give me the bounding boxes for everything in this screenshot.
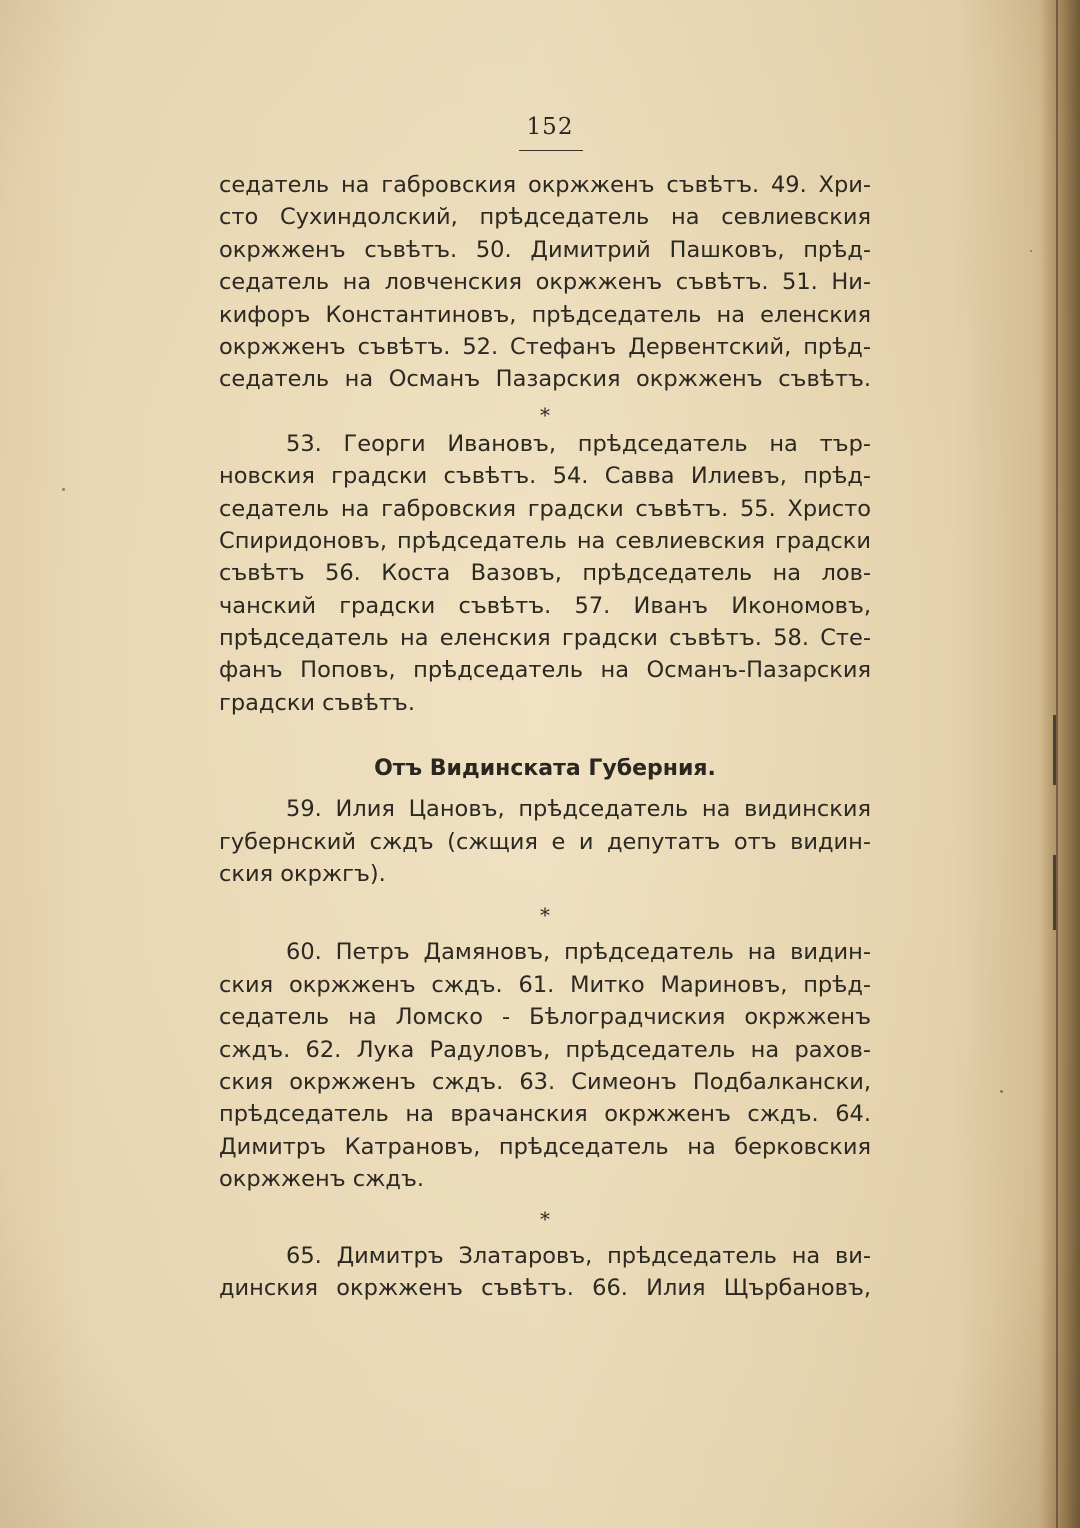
text-line: седатель на габровския градски съвѣтъ. 55. Христо (219, 495, 871, 522)
text-line: ския окржгъ). (219, 861, 386, 888)
paragraph-59 (219, 796, 871, 893)
page-spine-line (1056, 0, 1058, 1528)
text-line: седатель на ловченския окржженъ съвѣтъ. 51. Ни- (219, 269, 871, 296)
text-line: новския градски съвѣтъ. 54. Савва Илиевъ, прѣд- (219, 463, 871, 490)
page-number-rule (519, 150, 583, 151)
text-line: седатель на Ломско - Бѣлоградчиския окржженъ (219, 1004, 871, 1031)
section-separator-asterisk: * (540, 1206, 550, 1231)
page-spine-shadow (1040, 0, 1080, 1528)
text-line: окржженъ сждъ. (219, 1166, 425, 1193)
text-line: окржженъ съвѣтъ. 50. Димитрий Пашковъ, прѣд- (219, 236, 871, 263)
paper-speck (1000, 1090, 1003, 1093)
text-line: съвѣтъ 56. Коста Вазовъ, прѣдседатель на лов- (219, 560, 871, 587)
section-separator-asterisk: * (540, 903, 550, 928)
text-line: окржженъ съвѣтъ. 52. Стефанъ Дервентский, прѣд- (219, 333, 871, 360)
text-line: Димитръ Катрановъ, прѣдседатель на берковския (219, 1133, 871, 1160)
text-line: градски съвѣтъ. (219, 689, 415, 716)
binding-mark (1053, 855, 1056, 930)
text-line: губернский сждъ (сжщия е и депутатъ отъ видин- (219, 828, 871, 855)
text-line: чанский градски съвѣтъ. 57. Иванъ Икономовъ, (219, 592, 871, 619)
paragraph-60-64 (219, 939, 871, 1198)
page-number: 152 (526, 114, 574, 140)
text-line: седатель на Османъ Пазарския окржженъ съвѣтъ. (219, 366, 871, 393)
paper-speck (62, 488, 65, 491)
text-line: седатель на габровския окржженъ съвѣтъ. 49. Хри- (219, 172, 871, 198)
section-separator-asterisk: * (540, 402, 550, 427)
text-line: 65. Димитръ Златаровъ, прѣдседатель на ви- (286, 1242, 871, 1269)
text-line: 60. Петръ Дамяновъ, прѣдседатель на видин- (286, 939, 871, 966)
paragraph-continued (219, 172, 871, 399)
text-line: динския окржженъ съвѣтъ. 66. Илия Щърбановъ, (219, 1274, 871, 1301)
text-line: ския окржженъ сждъ. 61. Митко Мариновъ, прѣд- (219, 971, 871, 998)
text-line: ския окржженъ сждъ. 63. Симеонъ Подбалкански, (219, 1068, 871, 1095)
binding-mark (1053, 715, 1056, 785)
paragraph-65-66 (219, 1243, 871, 1308)
paragraph-53-58 (219, 431, 871, 723)
text-line: фанъ Поповъ, прѣдседатель на Османъ-Пазарския (219, 657, 871, 684)
text-line: прѣдседатель на врачанския окржженъ сждъ. 64. (219, 1101, 871, 1128)
text-line: кифоръ Константиновъ, прѣдседатель на еленския (219, 301, 871, 328)
text-line: сждъ. 62. Лука Радуловъ, прѣдседатель на рахов- (219, 1036, 871, 1063)
text-line: 53. Георги Ивановъ, прѣдседатель на тър- (286, 430, 871, 457)
text-line: прѣдседатель на еленския градски съвѣтъ. 58. Сте- (219, 625, 871, 652)
text-line: Спиридоновъ, прѣдседатель на севлиевския градски (219, 527, 871, 554)
page-body (219, 172, 871, 1307)
paper-speck (1030, 250, 1032, 252)
text-line: сто Сухиндолский, прѣдседатель на севлиевския (219, 204, 871, 231)
text-line: 59. Илия Цановъ, прѣдседатель на видинския (286, 796, 871, 823)
section-heading: Отъ Видинската Губерния. (374, 756, 716, 782)
